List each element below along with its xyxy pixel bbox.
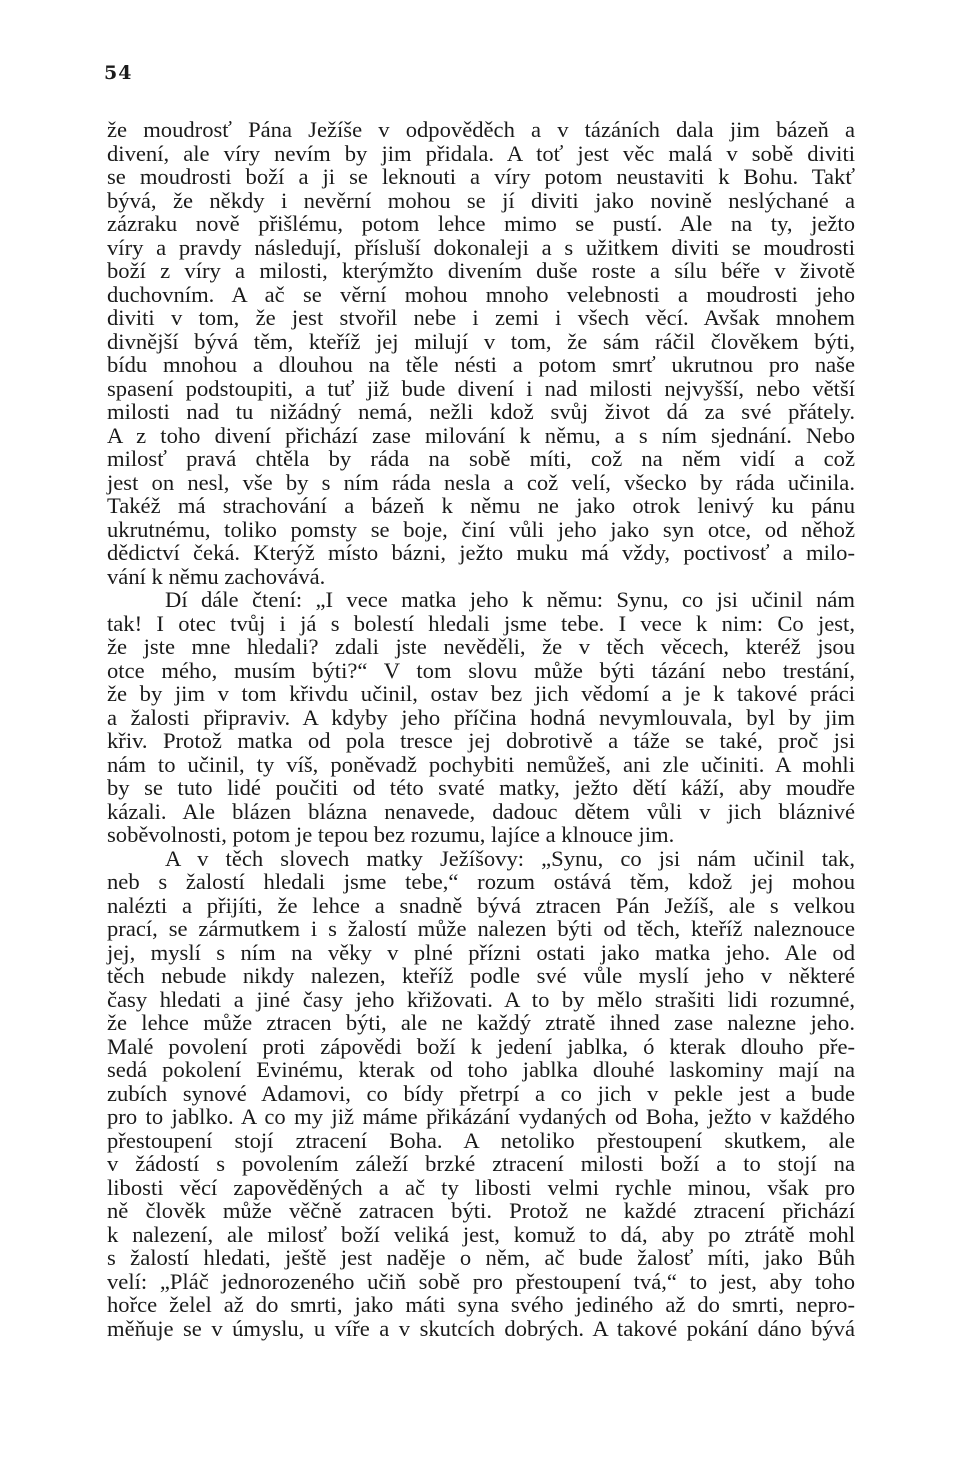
text-line: se moudrosti boží a ji se leknouti a víry potom neustaviti k Bohu. Takť — [107, 164, 855, 189]
text-line: pro to jablko. A co my již máme přikázání vydaných od Boha, ježto v každého — [107, 1104, 855, 1129]
text-line: diviti v tom, že jest stvořil nebe i zemi i všech věcí. Avšak mnohem — [107, 305, 855, 330]
text-line: bývá, že někdy i nevěrní mohou se jí diviti jako novině neslýchané a — [107, 187, 855, 213]
text-line: divnější bývá těm, kteříž jej milují v tom, že sám ráčil člověkem býti, — [107, 328, 855, 354]
text-line: hořce želel až do smrti, jako máti syna svého jediného až do smrti, nepro- — [107, 1292, 855, 1317]
text-line: neb s žalostí hledali jsme tebe,“ rozum ostává těm, kdož jej mohou — [107, 869, 855, 894]
text-line: otce mého, musím býti?“ V tom slovu může býti tázání nebo trestání, — [107, 657, 855, 683]
text-line: milosti nad tu nižádný nemá, nežli kdož svůj život dá za své přátely. — [107, 399, 855, 424]
text-line: tak! I otec tvůj i já s bolestí hledali jsme tebe. I vece k nim: Co jest, — [107, 610, 855, 636]
text-line: A v těch slovech matky Ježíšovy: „Synu, co jsi nám učinil tak, — [165, 845, 855, 871]
text-line: by se tuto lidé poučiti od této svaté matky, ježto dětí káží, aby moudře — [107, 775, 855, 800]
text-line: vání k němu zachovává. — [107, 563, 326, 589]
text-line: těch nebude nikdy nalezen, kteříž podle své vůle myslí jeho v některé — [107, 963, 855, 988]
text-line: ukrutnému, toliko pomsty se boje, činí vůli jeho jako syn otce, od něhož — [107, 516, 855, 542]
text-line: sedá pokolení Evinému, kterak od toho jablka dlouhé laskominy mají na — [107, 1057, 855, 1082]
text-line: soběvolnosti, potom je tepou bez rozumu, lajíce a klnouce jim. — [107, 822, 675, 847]
text-line: boží z víry a milosti, kterýmžto divením duše roste a sílu béře v životě — [107, 258, 855, 283]
page-number: 54 — [104, 62, 133, 84]
text-line: a žalosti připraviv. A kdyby jeho příčina hodná nevymlouvala, byl by jim — [107, 704, 855, 730]
text-line: prací, se zármutkem i s žalostí může nalezen býti od těch, kteříž naleznouce — [107, 916, 855, 941]
text-line: milosť pravá chtěla by ráda na sobě míti, což na něm vidí a což — [107, 446, 855, 471]
text-line: že jste mne hledali? zdali jste nevěděli, že v těch věcech, kteréž jsou — [107, 634, 855, 659]
text-line: velí: „Pláč jednorozeného učiň sobě pro přestoupení tvá,“ to jest, aby toho — [107, 1268, 855, 1294]
text-line: časy hledati a jiné časy jeho křižovati. A to by mělo strašiti lidi rozumné, — [107, 986, 855, 1012]
text-line: kázali. Ale blázen blázna nenavede, dadouc dětem vůli v jich bláznivé — [107, 798, 855, 824]
text-line: bídu mnohou a dlouhou na těle nésti a potom smrť ukrutnou pro naše — [107, 352, 855, 377]
text-line: divení, ale víry nevím by jim přidala. A toť jest věc malá v sobě diviti — [107, 140, 855, 166]
text-line: nalézti a přijíti, že lehce a snadně bývá ztracen Pán Ježíš, ale s velkou — [107, 892, 855, 918]
text-line: libosti věcí zapověděných a ač ty libosti velmi rychle minou, však pro — [107, 1174, 855, 1200]
text-line: Malé povolení proti zápovědi boží k jedení jablka, ó kterak dlouho pře- — [107, 1033, 855, 1059]
text-line: jej, myslí s ním na věky v plné přízni ostati jako matka jeho. Ale od — [107, 939, 855, 965]
text-line: spasení podstoupiti, a tuť již bude divení i nad milosti nejvyšší, nebo větší — [107, 375, 855, 401]
text-line: dědictví čeká. Kterýž místo bázni, ježto muku má vždy, poctivosť a milo- — [107, 540, 855, 565]
text-line: Takéž má strachování a bázeň k němu ne jako otrok lenivý ku pánu — [107, 493, 855, 518]
text-line: křiv. Protož matka od pola tresce jej dobrotivě a táže se také, proč jsi — [107, 728, 855, 753]
text-line: k nalezení, ale milosť boží veliká jest, komuž to dá, aby po ztrátě mohl — [107, 1221, 855, 1247]
text-line: duchovním. A ač se věrní mohou mnoho velebnosti a moudrosti jeho — [107, 281, 855, 307]
text-line: nám to učinil, ty víš, poněvadž pochybiti nemůžeš, ani zle učiniti. A mohli — [107, 751, 855, 777]
text-line: že by jim v tom křivdu učinil, ostav bez jich vědomí a je k takové práci — [107, 681, 855, 706]
text-line: A z toho divení přichází zase milování k němu, a s ním sjednání. Nebo — [107, 422, 855, 448]
text-line: měňuje se v úmyslu, u víře a v skutcích dobrých. A takové pokání dáno bývá — [107, 1315, 855, 1341]
text-line: v žádostí s povolením záleží brzké ztracení milosti boží a to stojí na — [107, 1151, 855, 1176]
text-line: víry a pravdy následují, přísluší dokonaleji a s užitkem diviti se moudrosti — [107, 234, 855, 260]
text-line: zázraku nově přišlému, potom lehce mimo se pustí. Ale na ty, ježto — [107, 211, 855, 236]
text-line: ně člověk může věčně zatracen býti. Protož ne každé ztracení přichází — [107, 1198, 855, 1223]
body-text — [107, 118, 855, 1340]
text-line: jest on nesl, vše by s ním ráda nesla a což velí, všecko by ráda učinila. — [107, 469, 855, 495]
text-line: že lehce může ztracen býti, ale ne každý ztratě ihned zase nalezne jeho. — [107, 1010, 855, 1035]
text-line: Dí dále čtení: „I vece matka jeho k němu: Synu, co jsi učinil nám — [165, 587, 855, 612]
text-line: přestoupení stojí ztracení Boha. A netoliko přestoupení skutkem, ale — [107, 1127, 855, 1153]
text-line: že moudrosť Pána Ježíše v odpověděch a v tázáních dala jim bázeň a — [107, 117, 855, 142]
text-line: zubích synové Adamovi, co bídy přetrpí a co jich v pekle jest a bude — [107, 1080, 855, 1106]
text-line: s žalostí hledati, ještě jest naděje o něm, ač bude žalosť míti, jako Bůh — [107, 1245, 855, 1270]
